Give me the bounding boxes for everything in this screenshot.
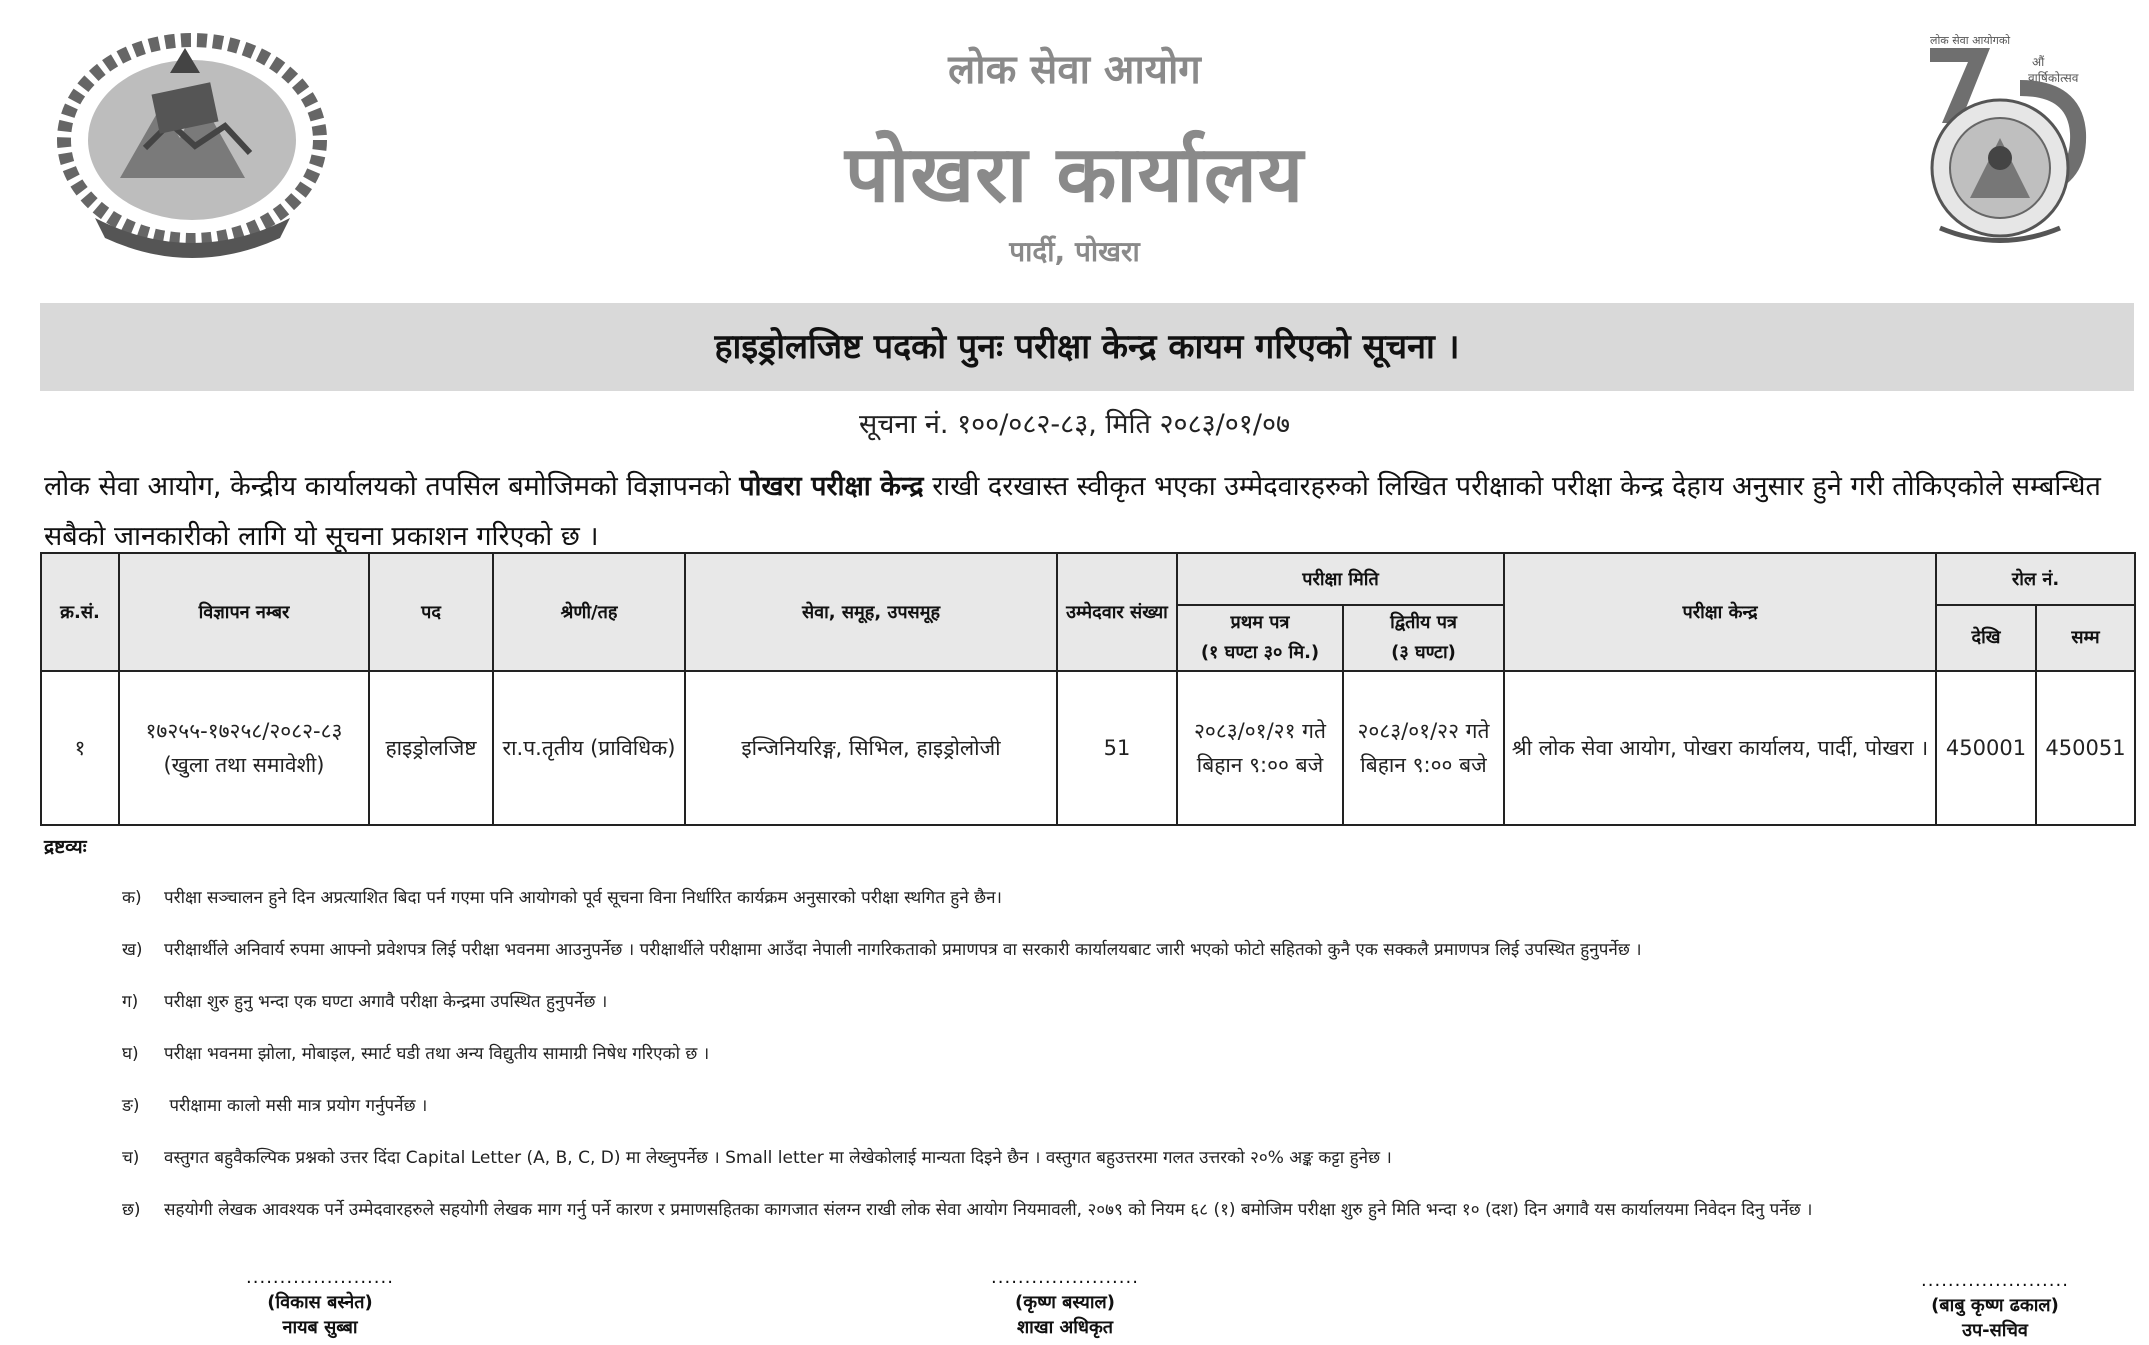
intro-text-end: राखी दरखास्त स्वीकृत भएका उम्मेदवारहरुको लिखित परीक्षाको परीक्षा केन्द्र देहाय अनुसार हुने गरी तोकिएकोले सम्बन्धित सबैको जानकारीको लागि यो सूचना प्रकाशन गरिएको छ । — [44, 471, 2101, 552]
table-row — [41, 671, 2135, 825]
note-label: ङ) — [122, 1096, 140, 1116]
note-label: च) — [122, 1148, 140, 1168]
header-paper2-duration: (३ घण्टा) — [1391, 642, 1456, 663]
cell-paper1-time: बिहान ९:०० बजे — [1196, 753, 1324, 777]
logo-top-text: लोक सेवा आयोगको — [1930, 34, 2011, 47]
note-text: परीक्षा सञ्चालन हुने दिन अप्रत्याशित बिदा पर्न गएमा पनि आयोगको पूर्व सूचना विना निर्धारित कार्यक्रम अनुसारको परीक्षा स्थगित हुने छैन। — [164, 888, 1002, 908]
cell-adv-no-type: (खुला तथा समावेशी) — [163, 753, 325, 777]
signatory-name: (बाबु कृष्ण ढकाल) — [1931, 1295, 2059, 1316]
header-service: सेवा, समूह, उपसमूह — [685, 553, 1057, 671]
cell-paper1 — [1177, 671, 1343, 825]
signature-dots: ...................... — [246, 1267, 394, 1288]
header-paper2-name: द्वितीय पत्र — [1390, 612, 1457, 633]
cell-service: इन्जिनियरिङ्ग, सिभिल, हाइड्रोलोजी — [685, 671, 1057, 825]
note-item — [122, 1145, 1392, 1168]
cell-candidates: 51 — [1057, 671, 1177, 825]
note-item — [122, 937, 1642, 960]
note-text: परीक्षामा कालो मसी मात्र प्रयोग गर्नुपर्नेछ । — [164, 1096, 428, 1116]
note-text: परीक्षार्थीले अनिवार्य रुपमा आफ्नो प्रवेशपत्र लिई परीक्षा भवनमा आउनुपर्नेछ । परीक्षार्थीले परीक्षामा आउँदा नेपाली नागरिकताको प्रमाणपत्र वा सरकारी कार्यालयबाट जारी भएको फोटो सहितको कुनै एक सक्कलै प्रमाणपत्र लिई उपस्थित हुनुपर्नेछ । — [164, 940, 1642, 960]
header-candidates: उम्मेदवार संख्या — [1057, 553, 1177, 671]
signature-dots: ...................... — [991, 1267, 1139, 1288]
header-paper1 — [1177, 605, 1343, 671]
cell-paper2-date: २०८३/०१/२२ गते — [1357, 719, 1490, 743]
note-text: वस्तुगत बहुवैकल्पिक प्रश्नको उत्तर दिंदा Capital Letter (A, B, C, D) मा लेख्नुपर्नेछ । Small letter मा लेखेकोलाई मान्यता दिइने छैन । वस्तुगत बहुउत्तरमा गलत उत्तरको २०% अङ्क कट्टा हुनेछ । — [164, 1148, 1392, 1168]
note-label: छ) — [122, 1200, 141, 1220]
office-name: पोखरा कार्यालय — [844, 130, 1305, 220]
signatory-title: उप-सचिव — [1962, 1320, 2028, 1341]
header-post: पद — [369, 553, 493, 671]
cell-paper2 — [1343, 671, 1504, 825]
header-level: श्रेणी/तह — [493, 553, 685, 671]
note-text: सहयोगी लेखक आवश्यक पर्ने उम्मेदवारहरुले सहयोगी लेखक माग गर्नु पर्ने कारण र प्रमाणसहितका कागजात संलग्न राखी लोक सेवा आयोग नियमावली, २०७९ को नियम ६८ (१) बमोजिम परीक्षा शुरु हुने मिति भन्दा १० (दश) दिन अगावै यस कार्यालयमा निवेदन दिनु पर्नेछ । — [164, 1200, 1813, 1220]
signature-dots: ...................... — [1921, 1270, 2069, 1291]
header-adv-no: विज्ञापन नम्बर — [119, 553, 369, 671]
note-item — [122, 1197, 1812, 1220]
note-item — [122, 989, 607, 1012]
header-paper1-name: प्रथम पत्र — [1230, 612, 1290, 633]
cell-adv-no-number: १७२५५-१७२५८/२०८२-८३ — [145, 719, 343, 743]
header-exam-date: परीक्षा मिति — [1177, 553, 1504, 605]
intro-text-bold: पोखरा परीक्षा केन्द्र — [739, 471, 924, 502]
cell-center: श्री लोक सेवा आयोग, पोखरा कार्यालय, पार्दी, पोखरा । — [1504, 671, 1936, 825]
office-address: पार्दी, पोखरा — [1009, 235, 1140, 268]
signature-block-1 — [210, 1265, 430, 1340]
note-item — [122, 1093, 427, 1116]
cell-post: हाइड्रोलजिष्ट — [369, 671, 493, 825]
header-roll: रोल नं. — [1936, 553, 2135, 605]
cell-roll-from: 450001 — [1936, 671, 2036, 825]
header-paper1-duration: (१ घण्टा ३० मि.) — [1200, 642, 1320, 663]
notice-title: हाइड्रोलजिष्ट पदको पुनः परीक्षा केन्द्र कायम गरिएको सूचना । — [714, 327, 1460, 367]
note-text: परीक्षा भवनमा झोला, मोबाइल, स्मार्ट घडी तथा अन्य विद्युतीय सामाग्री निषेध गरिएको छ । — [164, 1044, 710, 1064]
logo-anniversary-suffix: औं — [2032, 55, 2045, 69]
cell-paper2-time: बिहान ९:०० बजे — [1360, 753, 1487, 777]
header-paper2 — [1343, 605, 1504, 671]
notice-number: सूचना नं. १००/०८२-८३, मिति २०८३/०१/०७ — [858, 409, 1291, 440]
signature-block-3 — [1880, 1268, 2110, 1343]
notes-heading: द्रष्टव्यः — [44, 836, 87, 858]
cell-roll-to: 450051 — [2036, 671, 2135, 825]
note-item — [122, 885, 1002, 908]
logo-anniversary-word: वार्षिकोत्सव — [2028, 71, 2079, 85]
header-roll-from: देखि — [1936, 605, 2036, 671]
note-label: क) — [122, 888, 142, 908]
cell-sn: १ — [41, 671, 119, 825]
note-text: परीक्षा शुरु हुनु भन्दा एक घण्टा अगावै परीक्षा केन्द्रमा उपस्थित हुनुपर्नेछ । — [164, 992, 608, 1012]
signatory-title: नायब सुब्बा — [282, 1317, 358, 1338]
signatory-name: (विकास बस्नेत) — [267, 1292, 373, 1313]
note-label: घ) — [122, 1044, 139, 1064]
organization-name: लोक सेवा आयोग — [948, 47, 1201, 93]
note-label: ग) — [122, 992, 139, 1012]
intro-paragraph — [44, 462, 2114, 562]
signatory-title: शाखा अधिकृत — [1016, 1317, 1114, 1338]
cell-paper1-date: २०८३/०१/२१ गते — [1194, 719, 1326, 743]
note-label: ख) — [122, 940, 143, 960]
header-sn: क्र.सं. — [41, 553, 119, 671]
signatory-name: (कृष्ण बस्याल) — [1015, 1292, 1115, 1313]
cell-adv-no — [119, 671, 369, 825]
header-center: परीक्षा केन्द्र — [1504, 553, 1936, 671]
note-item — [122, 1041, 709, 1064]
intro-text-start: लोक सेवा आयोग, केन्द्रीय कार्यालयको तपसिल बमोजिमको विज्ञापनको — [44, 471, 740, 502]
cell-level: रा.प.तृतीय (प्राविधिक) — [493, 671, 685, 825]
signature-block-2 — [955, 1265, 1175, 1340]
header-roll-to: सम्म — [2036, 605, 2135, 671]
exam-schedule-table — [40, 552, 2136, 826]
